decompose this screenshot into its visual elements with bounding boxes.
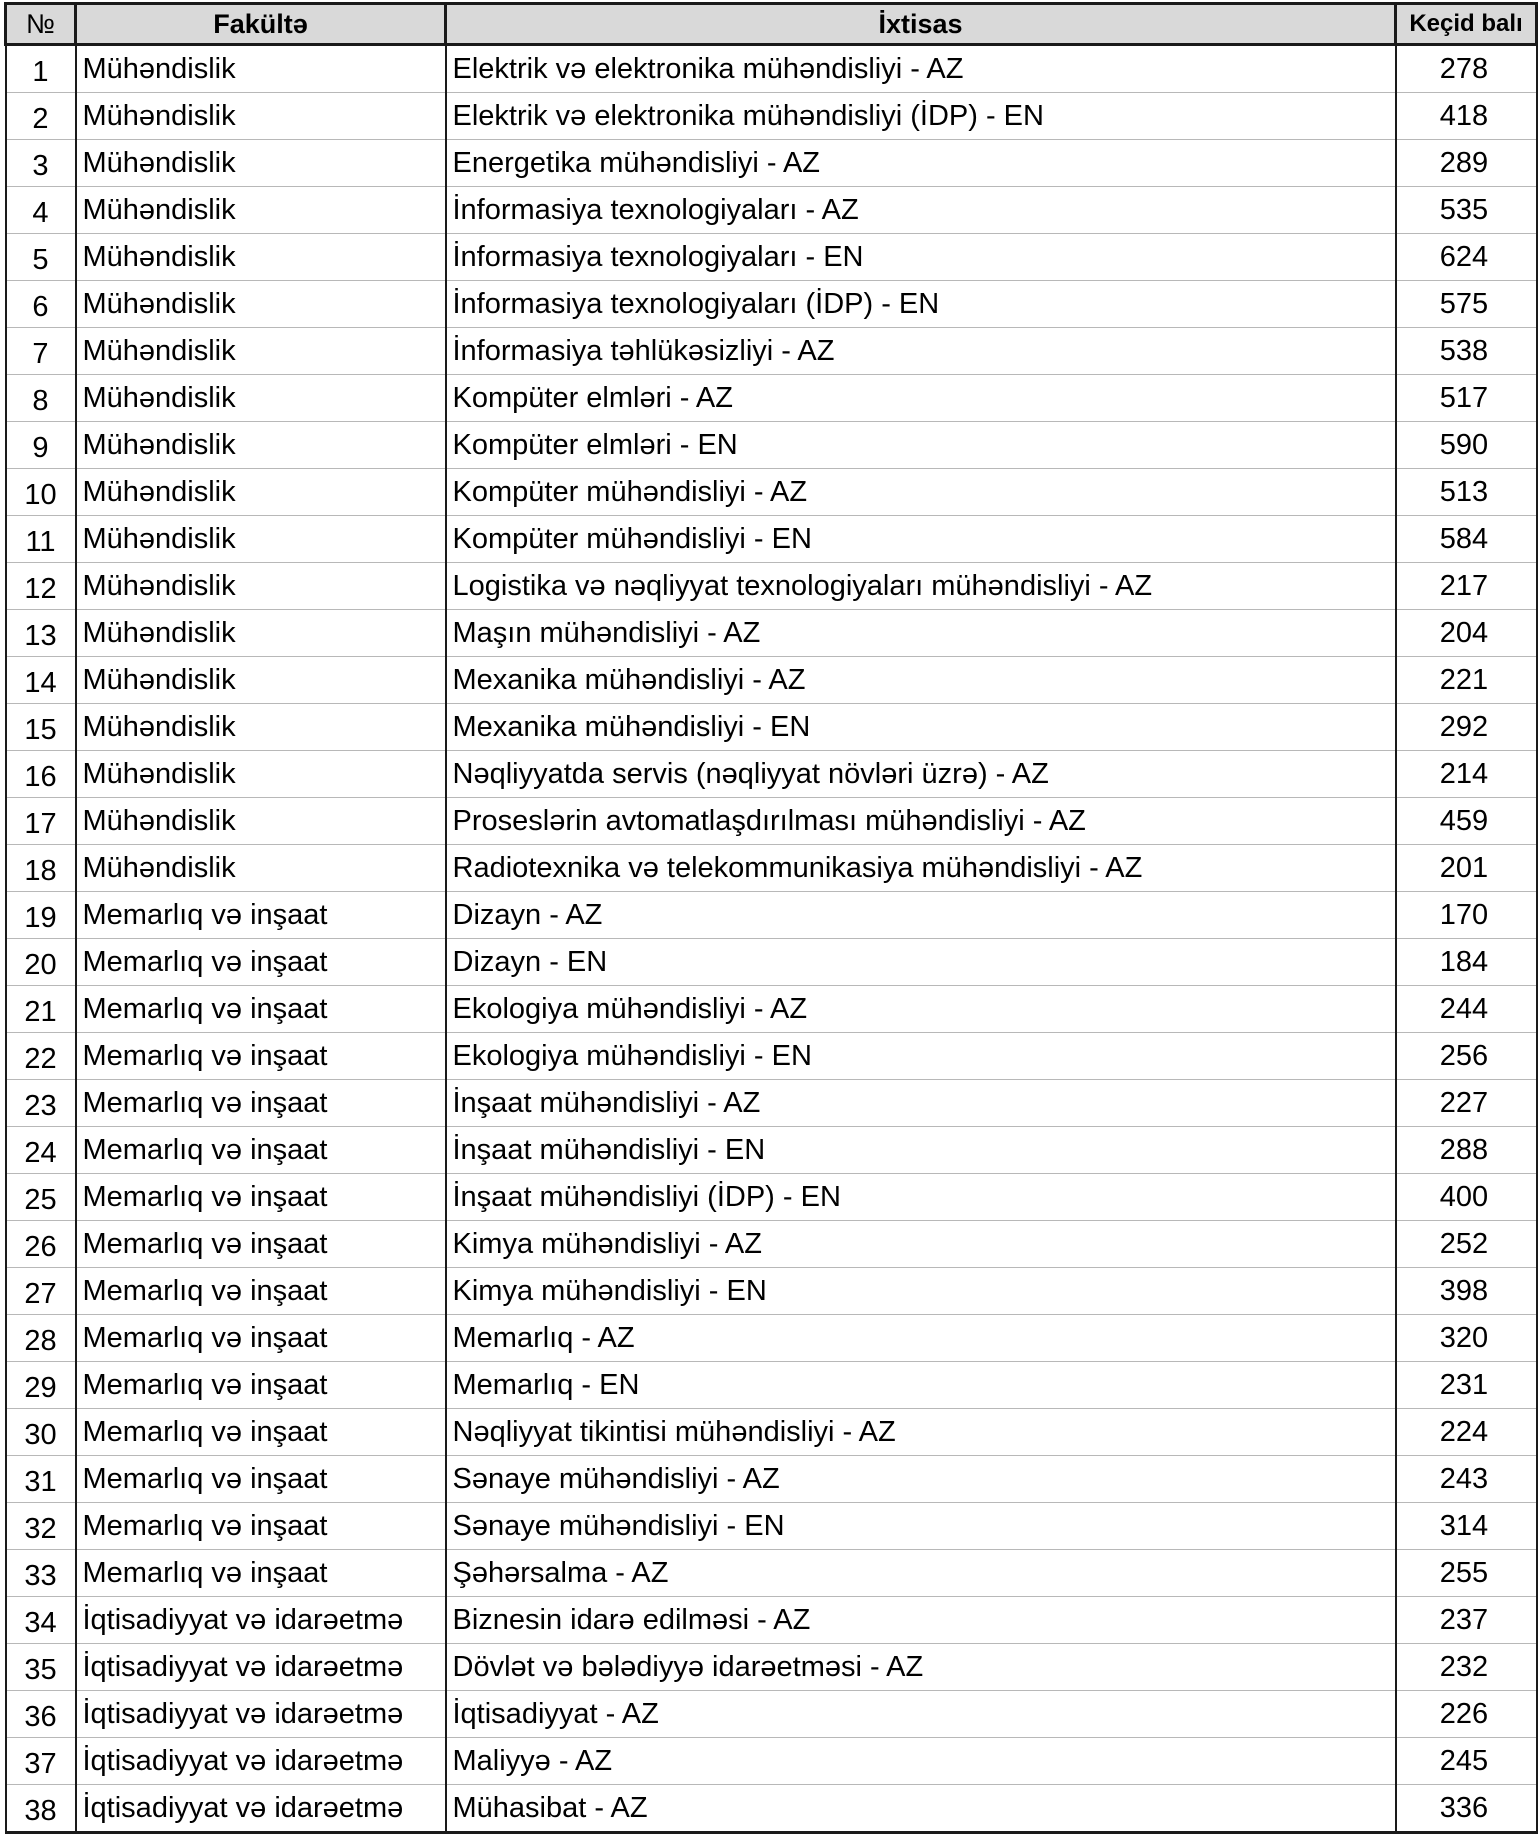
row-number: 26 xyxy=(6,1221,76,1268)
row-number: 35 xyxy=(6,1644,76,1691)
row-number: 8 xyxy=(6,375,76,422)
row-passing-score: 590 xyxy=(1396,422,1537,469)
row-faculty: Mühəndislik xyxy=(76,610,446,657)
row-passing-score: 256 xyxy=(1396,1033,1537,1080)
row-specialty: Ekologiya mühəndisliyi - AZ xyxy=(446,986,1396,1033)
row-specialty: İnşaat mühəndisliyi - AZ xyxy=(446,1080,1396,1127)
row-passing-score: 538 xyxy=(1396,328,1537,375)
table-header xyxy=(6,4,1537,45)
row-faculty: Memarlıq və inşaat xyxy=(76,1174,446,1221)
table-row xyxy=(6,1268,1537,1315)
row-number: 28 xyxy=(6,1315,76,1362)
row-specialty: Maşın mühəndisliyi - AZ xyxy=(446,610,1396,657)
row-passing-score: 224 xyxy=(1396,1409,1537,1456)
row-number: 30 xyxy=(6,1409,76,1456)
row-specialty: Memarlıq - EN xyxy=(446,1362,1396,1409)
row-passing-score: 170 xyxy=(1396,892,1537,939)
row-number: 15 xyxy=(6,704,76,751)
row-number: 12 xyxy=(6,563,76,610)
row-specialty: Kimya mühəndisliyi - EN xyxy=(446,1268,1396,1315)
row-specialty: Logistika və nəqliyyat texnologiyaları mühəndisliyi - AZ xyxy=(446,563,1396,610)
row-faculty: İqtisadiyyat və idarəetmə xyxy=(76,1691,446,1738)
header-specialty: İxtisas xyxy=(446,4,1396,45)
row-number: 22 xyxy=(6,1033,76,1080)
row-number: 20 xyxy=(6,939,76,986)
row-passing-score: 314 xyxy=(1396,1503,1537,1550)
row-passing-score: 535 xyxy=(1396,187,1537,234)
row-number: 9 xyxy=(6,422,76,469)
row-passing-score: 232 xyxy=(1396,1644,1537,1691)
row-passing-score: 400 xyxy=(1396,1174,1537,1221)
table-row xyxy=(6,1127,1537,1174)
row-faculty: Mühəndislik xyxy=(76,93,446,140)
row-faculty: Mühəndislik xyxy=(76,45,446,93)
row-faculty: Memarlıq və inşaat xyxy=(76,1503,446,1550)
row-passing-score: 459 xyxy=(1396,798,1537,845)
table-row xyxy=(6,328,1537,375)
row-number: 33 xyxy=(6,1550,76,1597)
row-number: 3 xyxy=(6,140,76,187)
row-specialty: Mexanika mühəndisliyi - EN xyxy=(446,704,1396,751)
row-number: 29 xyxy=(6,1362,76,1409)
row-faculty: Memarlıq və inşaat xyxy=(76,1080,446,1127)
row-specialty: Kompüter mühəndisliyi - AZ xyxy=(446,469,1396,516)
row-number: 2 xyxy=(6,93,76,140)
table-row xyxy=(6,845,1537,892)
row-passing-score: 237 xyxy=(1396,1597,1537,1644)
row-faculty: Mühəndislik xyxy=(76,516,446,563)
row-number: 18 xyxy=(6,845,76,892)
row-number: 14 xyxy=(6,657,76,704)
row-specialty: Sənaye mühəndisliyi - AZ xyxy=(446,1456,1396,1503)
row-specialty: Elektrik və elektronika mühəndisliyi (İDP) - EN xyxy=(446,93,1396,140)
row-specialty: Maliyyə - AZ xyxy=(446,1738,1396,1785)
row-passing-score: 517 xyxy=(1396,375,1537,422)
table-row xyxy=(6,986,1537,1033)
table-row xyxy=(6,469,1537,516)
row-passing-score: 214 xyxy=(1396,751,1537,798)
table-row xyxy=(6,1785,1537,1833)
table-row xyxy=(6,140,1537,187)
row-passing-score: 624 xyxy=(1396,234,1537,281)
row-passing-score: 584 xyxy=(1396,516,1537,563)
row-passing-score: 201 xyxy=(1396,845,1537,892)
row-passing-score: 244 xyxy=(1396,986,1537,1033)
row-passing-score: 418 xyxy=(1396,93,1537,140)
row-faculty: Memarlıq və inşaat xyxy=(76,1550,446,1597)
row-passing-score: 252 xyxy=(1396,1221,1537,1268)
row-number: 17 xyxy=(6,798,76,845)
row-specialty: Sənaye mühəndisliyi - EN xyxy=(446,1503,1396,1550)
row-passing-score: 221 xyxy=(1396,657,1537,704)
row-passing-score: 575 xyxy=(1396,281,1537,328)
table-row xyxy=(6,1362,1537,1409)
row-faculty: Memarlıq və inşaat xyxy=(76,1221,446,1268)
table-row xyxy=(6,892,1537,939)
table-row xyxy=(6,1033,1537,1080)
row-number: 13 xyxy=(6,610,76,657)
row-specialty: Kimya mühəndisliyi - AZ xyxy=(446,1221,1396,1268)
row-faculty: Mühəndislik xyxy=(76,751,446,798)
table-row xyxy=(6,1221,1537,1268)
table-row xyxy=(6,187,1537,234)
row-number: 31 xyxy=(6,1456,76,1503)
row-specialty: İnformasiya texnologiyaları - EN xyxy=(446,234,1396,281)
row-specialty: Dizayn - EN xyxy=(446,939,1396,986)
row-passing-score: 184 xyxy=(1396,939,1537,986)
row-number: 25 xyxy=(6,1174,76,1221)
row-number: 4 xyxy=(6,187,76,234)
header-passing-score: Keçid balı xyxy=(1396,4,1537,45)
row-number: 24 xyxy=(6,1127,76,1174)
row-number: 10 xyxy=(6,469,76,516)
row-faculty: Mühəndislik xyxy=(76,563,446,610)
row-faculty: Mühəndislik xyxy=(76,140,446,187)
row-specialty: İqtisadiyyat - AZ xyxy=(446,1691,1396,1738)
row-faculty: Memarlıq və inşaat xyxy=(76,1315,446,1362)
header-faculty: Fakültə xyxy=(76,4,446,45)
row-specialty: Nəqliyyatda servis (nəqliyyat növləri üzrə) - AZ xyxy=(446,751,1396,798)
row-faculty: Memarlıq və inşaat xyxy=(76,1409,446,1456)
row-faculty: Memarlıq və inşaat xyxy=(76,1127,446,1174)
table-row xyxy=(6,1691,1537,1738)
row-faculty: İqtisadiyyat və idarəetmə xyxy=(76,1597,446,1644)
header-row xyxy=(6,4,1537,45)
row-specialty: Elektrik və elektronika mühəndisliyi - AZ xyxy=(446,45,1396,93)
row-faculty: Mühəndislik xyxy=(76,328,446,375)
row-number: 7 xyxy=(6,328,76,375)
row-faculty: Memarlıq və inşaat xyxy=(76,1033,446,1080)
row-number: 5 xyxy=(6,234,76,281)
row-number: 19 xyxy=(6,892,76,939)
row-specialty: Radiotexnika və telekommunikasiya mühəndisliyi - AZ xyxy=(446,845,1396,892)
row-passing-score: 226 xyxy=(1396,1691,1537,1738)
table-row xyxy=(6,751,1537,798)
row-faculty: Mühəndislik xyxy=(76,187,446,234)
table-body xyxy=(6,45,1537,1833)
row-faculty: Memarlıq və inşaat xyxy=(76,892,446,939)
row-number: 11 xyxy=(6,516,76,563)
row-specialty: İnformasiya təhlükəsizliyi - AZ xyxy=(446,328,1396,375)
row-faculty: İqtisadiyyat və idarəetmə xyxy=(76,1785,446,1833)
row-faculty: Mühəndislik xyxy=(76,281,446,328)
row-passing-score: 245 xyxy=(1396,1738,1537,1785)
row-number: 21 xyxy=(6,986,76,1033)
table-row xyxy=(6,422,1537,469)
row-number: 32 xyxy=(6,1503,76,1550)
row-specialty: İnşaat mühəndisliyi (İDP) - EN xyxy=(446,1174,1396,1221)
table-row xyxy=(6,1409,1537,1456)
row-specialty: Kompüter mühəndisliyi - EN xyxy=(446,516,1396,563)
table-row xyxy=(6,93,1537,140)
row-faculty: Mühəndislik xyxy=(76,845,446,892)
row-specialty: İnformasiya texnologiyaları (İDP) - EN xyxy=(446,281,1396,328)
row-number: 34 xyxy=(6,1597,76,1644)
row-number: 16 xyxy=(6,751,76,798)
row-faculty: Mühəndislik xyxy=(76,657,446,704)
row-passing-score: 217 xyxy=(1396,563,1537,610)
admission-scores-table xyxy=(4,2,1538,1834)
row-specialty: Dövlət və bələdiyyə idarəetməsi - AZ xyxy=(446,1644,1396,1691)
row-specialty: Şəhərsalma - AZ xyxy=(446,1550,1396,1597)
row-faculty: Mühəndislik xyxy=(76,234,446,281)
row-passing-score: 278 xyxy=(1396,45,1537,93)
row-passing-score: 231 xyxy=(1396,1362,1537,1409)
row-passing-score: 513 xyxy=(1396,469,1537,516)
row-number: 38 xyxy=(6,1785,76,1833)
table-row xyxy=(6,1597,1537,1644)
row-passing-score: 255 xyxy=(1396,1550,1537,1597)
table-row xyxy=(6,1738,1537,1785)
row-faculty: İqtisadiyyat və idarəetmə xyxy=(76,1644,446,1691)
row-specialty: İnformasiya texnologiyaları - AZ xyxy=(446,187,1396,234)
table-row xyxy=(6,234,1537,281)
header-number: № xyxy=(6,4,76,45)
row-faculty: Mühəndislik xyxy=(76,469,446,516)
row-specialty: İnşaat mühəndisliyi - EN xyxy=(446,1127,1396,1174)
table-row xyxy=(6,45,1537,93)
table-row xyxy=(6,1315,1537,1362)
row-passing-score: 288 xyxy=(1396,1127,1537,1174)
table-row xyxy=(6,281,1537,328)
row-number: 1 xyxy=(6,45,76,93)
table-row xyxy=(6,1174,1537,1221)
table-row xyxy=(6,1456,1537,1503)
table-row xyxy=(6,657,1537,704)
table-row xyxy=(6,798,1537,845)
row-specialty: Mühasibat - AZ xyxy=(446,1785,1396,1833)
row-specialty: Mexanika mühəndisliyi - AZ xyxy=(446,657,1396,704)
table-row xyxy=(6,704,1537,751)
row-specialty: Kompüter elmləri - AZ xyxy=(446,375,1396,422)
table-row xyxy=(6,375,1537,422)
row-number: 23 xyxy=(6,1080,76,1127)
row-passing-score: 336 xyxy=(1396,1785,1537,1833)
row-faculty: Mühəndislik xyxy=(76,375,446,422)
row-passing-score: 398 xyxy=(1396,1268,1537,1315)
row-specialty: Proseslərin avtomatlaşdırılması mühəndisliyi - AZ xyxy=(446,798,1396,845)
table-row xyxy=(6,563,1537,610)
row-specialty: Kompüter elmləri - EN xyxy=(446,422,1396,469)
row-faculty: Memarlıq və inşaat xyxy=(76,986,446,1033)
row-specialty: Memarlıq - AZ xyxy=(446,1315,1396,1362)
table-row xyxy=(6,516,1537,563)
row-specialty: Nəqliyyat tikintisi mühəndisliyi - AZ xyxy=(446,1409,1396,1456)
row-specialty: Energetika mühəndisliyi - AZ xyxy=(446,140,1396,187)
row-passing-score: 227 xyxy=(1396,1080,1537,1127)
row-specialty: Biznesin idarə edilməsi - AZ xyxy=(446,1597,1396,1644)
row-passing-score: 292 xyxy=(1396,704,1537,751)
row-faculty: Memarlıq və inşaat xyxy=(76,1456,446,1503)
row-passing-score: 289 xyxy=(1396,140,1537,187)
table-row xyxy=(6,1644,1537,1691)
table-row xyxy=(6,1503,1537,1550)
row-faculty: Mühəndislik xyxy=(76,422,446,469)
table-row xyxy=(6,610,1537,657)
row-faculty: İqtisadiyyat və idarəetmə xyxy=(76,1738,446,1785)
row-number: 36 xyxy=(6,1691,76,1738)
row-passing-score: 320 xyxy=(1396,1315,1537,1362)
row-specialty: Ekologiya mühəndisliyi - EN xyxy=(446,1033,1396,1080)
row-number: 37 xyxy=(6,1738,76,1785)
row-number: 6 xyxy=(6,281,76,328)
row-passing-score: 204 xyxy=(1396,610,1537,657)
row-faculty: Mühəndislik xyxy=(76,798,446,845)
row-number: 27 xyxy=(6,1268,76,1315)
table-row xyxy=(6,939,1537,986)
table-row xyxy=(6,1080,1537,1127)
row-faculty: Mühəndislik xyxy=(76,704,446,751)
row-specialty: Dizayn - AZ xyxy=(446,892,1396,939)
row-passing-score: 243 xyxy=(1396,1456,1537,1503)
row-faculty: Memarlıq və inşaat xyxy=(76,1268,446,1315)
row-faculty: Memarlıq və inşaat xyxy=(76,1362,446,1409)
row-faculty: Memarlıq və inşaat xyxy=(76,939,446,986)
table-row xyxy=(6,1550,1537,1597)
